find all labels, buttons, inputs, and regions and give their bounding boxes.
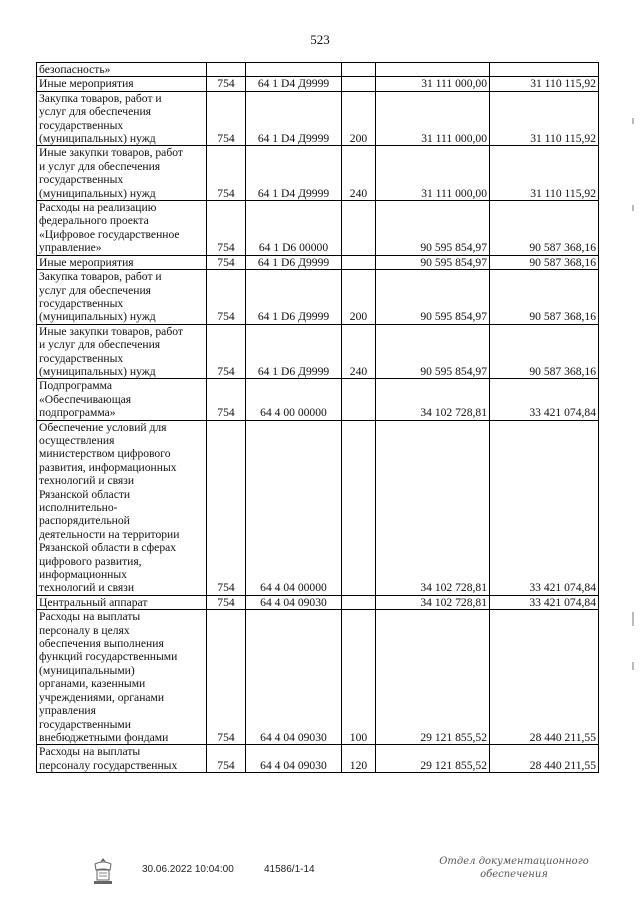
row-name-cell: Иные мероприятия [37,77,207,91]
row-name-cell: Расходы на выплаты персоналу в целях обеспечения выполнения функций государственными (муниципальными) органами, казенными учреждениями, органами управления государственными внебюджетными фондами [37,610,207,745]
actual-amount-cell: 33 421 074,84 [490,379,599,420]
department-code-cell: 754 [207,146,246,201]
target-article-cell: 64 4 04 00000 [246,420,342,595]
target-article-cell: 64 1 D6 Д9999 [246,270,342,325]
footer-department-line2: обеспечения [480,869,548,880]
row-name-cell: Подпрограмма «Обеспечивающая подпрограмма» [37,379,207,420]
budget-table [36,62,599,773]
department-code-cell: 754 [207,91,246,146]
department-code-cell [207,63,246,77]
planned-amount-cell: 29 121 855,52 [376,610,490,745]
department-code-cell: 754 [207,270,246,325]
department-code-cell: 754 [207,77,246,91]
table-row [37,270,599,325]
row-name-cell: Иные мероприятия [37,255,207,269]
target-article-cell: 64 1 D4 Д9999 [246,146,342,201]
scan-margin-mark [632,118,634,124]
actual-amount-cell: 90 587 368,16 [490,324,599,379]
planned-amount-cell: 31 111 000,00 [376,77,490,91]
department-code-cell: 754 [207,745,246,773]
expense-type-cell: 100 [342,610,376,745]
table-row [37,595,599,609]
actual-amount-cell: 31 110 115,92 [490,91,599,146]
table-row [37,201,599,256]
row-name-cell: Закупка товаров, работ и услуг для обеспечения государственных (муниципальных) нужд [37,270,207,325]
target-article-cell: 64 1 D4 Д9999 [246,91,342,146]
row-name-cell: Расходы на реализацию федерального проекта «Цифровое государственное управление» [37,201,207,256]
target-article-cell [246,63,342,77]
department-code-cell: 754 [207,595,246,609]
target-article-cell: 64 1 D6 Д9999 [246,255,342,269]
expense-type-cell [342,201,376,256]
actual-amount-cell: 90 587 368,16 [490,270,599,325]
department-code-cell: 754 [207,324,246,379]
actual-amount-cell: 90 587 368,16 [490,201,599,256]
row-name-cell: Расходы на выплаты персоналу государственных [37,745,207,773]
planned-amount-cell: 31 111 000,00 [376,146,490,201]
expense-type-cell [342,63,376,77]
table-row [37,91,599,146]
planned-amount-cell: 29 121 855,52 [376,745,490,773]
target-article-cell: 64 1 D6 Д9999 [246,324,342,379]
expense-type-cell: 200 [342,91,376,146]
page-number: 523 [310,32,330,47]
row-name-cell: Обеспечение условий для осуществления министерством цифрового развития, информационных технологий и связи Рязанской области исполнительно- распорядительной деятельности на территории Рязанской области в сферах цифрового развития, информационных технологий и связи [37,420,207,595]
expense-type-cell [342,420,376,595]
table-row [37,63,599,77]
target-article-cell: 64 4 00 00000 [246,379,342,420]
actual-amount-cell: 33 421 074,84 [490,420,599,595]
footer-department-stamp [434,855,594,881]
expense-type-cell: 120 [342,745,376,773]
table-row [37,420,599,595]
scan-margin-mark [632,662,634,670]
planned-amount-cell: 34 102 728,81 [376,379,490,420]
table-row [37,255,599,269]
target-article-cell: 64 4 04 09030 [246,595,342,609]
actual-amount-cell [490,63,599,77]
actual-amount-cell: 31 110 115,92 [490,146,599,201]
table-row [37,610,599,745]
row-name-cell: Закупка товаров, работ и услуг для обеспечения государственных (муниципальных) нужд [37,91,207,146]
expense-type-cell: 240 [342,146,376,201]
row-name-cell: Иные закупки товаров, работ и услуг для обеспечения государственных (муниципальных) нужд [37,146,207,201]
target-article-cell: 64 1 D4 Д9999 [246,77,342,91]
planned-amount-cell: 90 595 854,97 [376,270,490,325]
planned-amount-cell: 90 595 854,97 [376,324,490,379]
target-article-cell: 64 1 D6 00000 [246,201,342,256]
expense-type-cell: 200 [342,270,376,325]
actual-amount-cell: 31 110 115,92 [490,77,599,91]
department-code-cell: 754 [207,255,246,269]
footer-reg-number: 41586/1-14 [264,864,315,875]
row-name-cell: Центральный аппарат [37,595,207,609]
expense-type-cell [342,255,376,269]
planned-amount-cell: 34 102 728,81 [376,420,490,595]
footer-datetime: 30.06.2022 10:04:00 [142,864,234,875]
coat-of-arms-emblem-icon [88,856,118,886]
planned-amount-cell: 90 595 854,97 [376,255,490,269]
planned-amount-cell: 31 111 000,00 [376,91,490,146]
planned-amount-cell [376,63,490,77]
scan-margin-mark [632,205,634,211]
expense-type-cell [342,77,376,91]
target-article-cell: 64 4 04 09030 [246,745,342,773]
document-footer [0,852,640,892]
department-code-cell: 754 [207,420,246,595]
target-article-cell: 64 4 04 09030 [246,610,342,745]
planned-amount-cell: 34 102 728,81 [376,595,490,609]
expense-type-cell [342,595,376,609]
table-row [37,77,599,91]
department-code-cell: 754 [207,201,246,256]
table-row [37,324,599,379]
actual-amount-cell: 28 440 211,55 [490,610,599,745]
table-row [37,379,599,420]
footer-department-line1: Отдел документационного [439,856,589,867]
actual-amount-cell: 33 421 074,84 [490,595,599,609]
row-name-cell: Иные закупки товаров, работ и услуг для обеспечения государственных (муниципальных) нужд [37,324,207,379]
planned-amount-cell: 90 595 854,97 [376,201,490,256]
actual-amount-cell: 28 440 211,55 [490,745,599,773]
actual-amount-cell: 90 587 368,16 [490,255,599,269]
expense-type-cell [342,379,376,420]
expense-type-cell: 240 [342,324,376,379]
scan-margin-mark [632,612,634,626]
row-name-cell: безопасность» [37,63,207,77]
table-row [37,146,599,201]
department-code-cell: 754 [207,379,246,420]
department-code-cell: 754 [207,610,246,745]
budget-table-body [37,63,599,773]
table-row [37,745,599,773]
